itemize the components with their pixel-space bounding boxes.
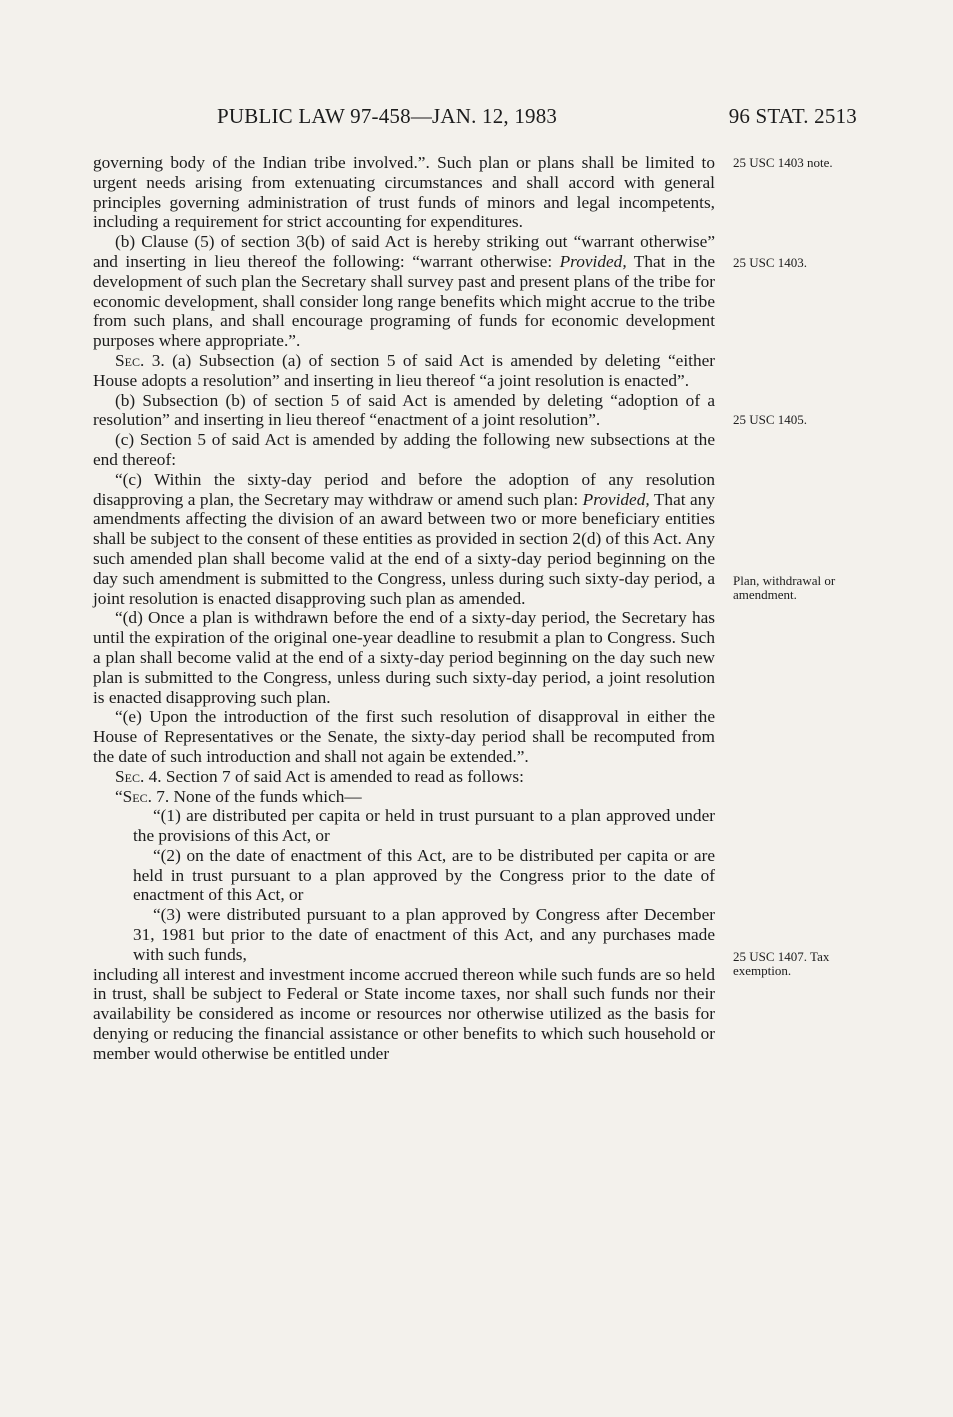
paragraph — [93, 351, 715, 391]
paragraph — [93, 806, 715, 846]
paragraph-text: “(2) on the date of enactment of this Act, are to be distributed per capita or are held in trust pursuant to a plan approved by the Congress prior to the date of enactment of this Act, or — [133, 845, 715, 905]
paragraph-text: Section 7 of said Act is amended to read as follows: — [161, 766, 524, 786]
paragraph-text: (a) Subsection (a) of section 5 of said Act is amended by deleting “either House adopts a resolution” and inserting in lieu thereof “a joint resolution is enacted”. — [93, 350, 716, 390]
proviso-italic: Provided, — [582, 489, 650, 509]
paragraph — [93, 846, 715, 905]
paragraph — [93, 707, 715, 766]
margin-note: 25 USC 1407. Tax exemption. — [733, 949, 830, 978]
proviso-italic: Provided, — [559, 251, 627, 271]
paragraph-text: (b) Subsection (b) of section 5 of said Act is amended by deleting “adoption of a resolution” and inserting in lieu thereof “enactment of a joint resolution”. — [93, 390, 715, 430]
section-label: “Sec. 7. — [115, 786, 170, 806]
paragraph-text: (b) Clause (5) of section 3(b) of said Act is hereby striking out “warrant otherwise” and inserting in lieu thereof the following: “warrant otherwise: — [93, 232, 715, 271]
paragraph-text: “(1) are distributed per capita or held in trust pursuant to a plan approved under the provisions of this Act, or — [133, 806, 715, 846]
margin-note: 25 USC 1403 note. — [733, 155, 833, 170]
paragraph — [93, 965, 715, 1064]
section-label: Sec. 3. — [115, 350, 165, 370]
page-header — [95, 104, 857, 134]
paragraph-text: governing body of the Indian tribe involved.”. Such plan or plans shall be limited to urgent needs arising from extenuating circumstances and shall accord with general principles governing administration of trust funds of minors and legal incompetents, including a requirement for strict accounting for expenditures. — [93, 153, 715, 232]
margin-note: Plan, withdrawal or amendment. — [733, 573, 836, 602]
paragraph-text: “(3) were distributed pursuant to a plan approved by Congress after December 31, 1981 but prior to the date of enactment of this Act, and any purchases made with such funds, — [133, 905, 715, 964]
paragraph-text: “(e) Upon the introduction of the first such resolution of disapproval in either the House of Representatives or the Senate, the sixty-day period shall be recomputed from the date of such introduction and shall not again be extended.”. — [93, 707, 715, 766]
paragraph — [93, 153, 715, 232]
paragraph-text: including all interest and investment income accrued thereon while such funds are so held in trust, shall be subject to Federal or State income taxes, nor shall such funds nor their availability be considered as income or resources nor otherwise utilized as the basis for denying or reducing the financial assistance or other benefits to which such household or member would otherwise be entitled under — [93, 964, 715, 1063]
paragraph-text: That in the development of such plan the Secretary shall survey past and present plans of the tribe for economic development, shall consider long range benefits which might accrue to the tribe from such plans, and shall encourage programing of funds for economic development purposes where appropriate.”. — [93, 251, 715, 351]
document-body — [93, 153, 715, 1064]
paragraph-text: None of the funds which— — [169, 786, 362, 806]
paragraph — [93, 905, 715, 964]
paragraph — [93, 608, 715, 707]
paragraph — [93, 470, 715, 609]
paragraph — [93, 232, 715, 351]
paragraph — [93, 767, 715, 787]
margin-note: 25 USC 1403. — [733, 255, 808, 270]
paragraph — [93, 787, 715, 807]
paragraph-text: That any amendments affecting the division of an award between two or more beneficiary entities shall be subject to the consent of these entities as provided in section 2(d) of this Act. Any such amended plan shall become valid at the end of a sixty-day period beginning on the day such amendment is submitted to the Congress, unless during such sixty-day period, a joint resolution is enacted disapproving such plan as amended. — [93, 489, 715, 608]
margin-note: 25 USC 1405. — [733, 412, 808, 427]
header-stat-citation: 96 STAT. 2513 — [728, 104, 857, 128]
section-label: Sec. 4. — [115, 766, 162, 786]
header-title: PUBLIC LAW 97-458—JAN. 12, 1983 — [217, 104, 558, 128]
paragraph-text: “(d) Once a plan is withdrawn before the end of a sixty-day period, the Secretary has until the expiration of the original one-year deadline to resubmit a plan to Congress. Such a plan shall become valid at the end of a sixty-day period beginning on the day such new plan is submitted to the Congress, unless during such sixty-day period, a joint resolution is enacted disapproving such plan. — [93, 608, 715, 707]
paragraph — [93, 391, 715, 431]
paragraph — [93, 430, 715, 470]
paragraph-text: (c) Section 5 of said Act is amended by adding the following new subsections at the end thereof: — [93, 430, 715, 469]
paragraph-text: “(c) Within the sixty-day period and before the adoption of any resolution disapproving a plan, the Secretary may withdraw or amend such plan: — [93, 469, 715, 509]
